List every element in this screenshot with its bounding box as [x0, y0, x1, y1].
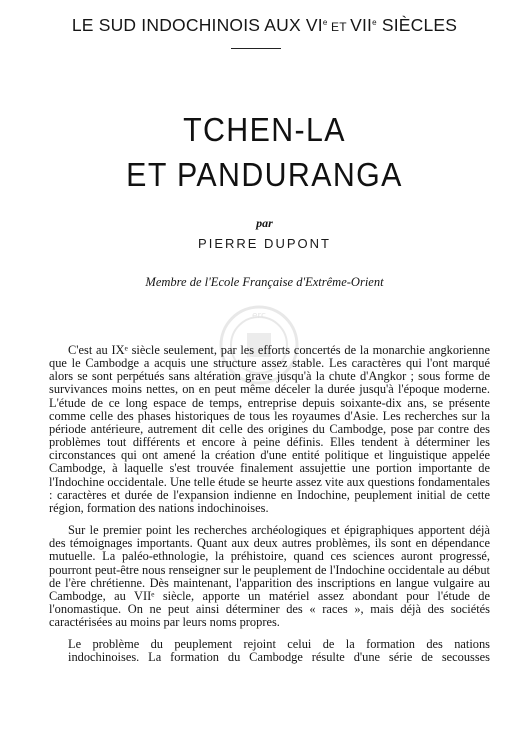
- running-head-tail: SIÈCLES: [376, 15, 458, 35]
- article-body: [49, 344, 490, 665]
- stamp-text: erc: [252, 311, 266, 321]
- header-rule: [231, 48, 281, 49]
- running-head-et: ET: [327, 20, 351, 34]
- article-title-line-1: TCHEN-LA: [183, 111, 346, 148]
- running-head-superscript-1: e: [322, 18, 328, 27]
- running-head-main: LE SUD INDOCHINOIS AUX VI: [71, 15, 323, 35]
- body-paragraph-3: [49, 638, 490, 664]
- running-head: [0, 15, 529, 36]
- author-name: PIERRE DUPONT: [198, 236, 331, 251]
- body-paragraph-3-line-1: Le problème du peuplement rejoint celui de la formation des nations: [68, 638, 490, 652]
- article-title-line-2: ET PANDURANGA: [126, 156, 403, 193]
- body-paragraph-1: C'est au IXᵉ siècle seulement, par les efforts concertés de la monarchie angkorienne que le Cambodge a acquis une structure assez stable. Les caractères qui l'ont marqué alors se sont perpétués sans altération grave jusqu'à la chute d'Angkor ; sous forme de survivances moins nettes, on en peut même déceler la durée jusqu'à l'époque moderne. L'étude de ce long espace de temps, entreprise depuis soixante-dix ans, se présente comme celle des phases historiques de tous les royaumes d'Asie. Les recherches sur la période antérieure, autrement dit celle des origines du Cambodge, pose par contre des problèmes tout différents et encore à peine définis. Elles tendent à déterminer les circonstances qui ont amené la création d'une entité politique et linguistique appelée Cambodge, à laquelle s'est trouvée finalement assujettie une portion importante de l'Indochine occidentale. Une telle étude se heurte assez vite aux questions fondamentales : caractères et durée de l'expansion indienne en Indochine, peuplement initial de cette région, formation des nations indochinoises.: [49, 343, 490, 515]
- body-paragraph-3-line-2: indochinoises. La formation du Cambodge résulte d'une série de secousses: [68, 650, 490, 665]
- byline-par: par: [256, 216, 273, 230]
- running-head-superscript-2: e: [372, 18, 377, 27]
- body-paragraph-2: Sur le premier point les recherches archéologiques et épigraphiques apportent déjà des témoignages importants. Quant aux deux autres problèmes, ils sont en dépendance mutuelle. La paléo-ethnologie, la préhistoire, quand ces sciences auront progressé, pourront peut-être nous renseigner sur le peuplement de l'Indochine occidentale au début de l'ère chrétienne. Dès maintenant, l'apparition des inscriptions en langue vulgaire au Cambodge, au VIIᵉ siècle, apporte un matériel assez abondant pour l'étude de l'onomastique. On ne peut ainsi déterminer des « races », mais déjà des sociétés caractérisées au moins par leurs noms propres.: [49, 523, 490, 630]
- author-affiliation: Membre de l'Ecole Française d'Extrême-Orient: [145, 275, 384, 289]
- running-head-vii: VII: [350, 15, 373, 35]
